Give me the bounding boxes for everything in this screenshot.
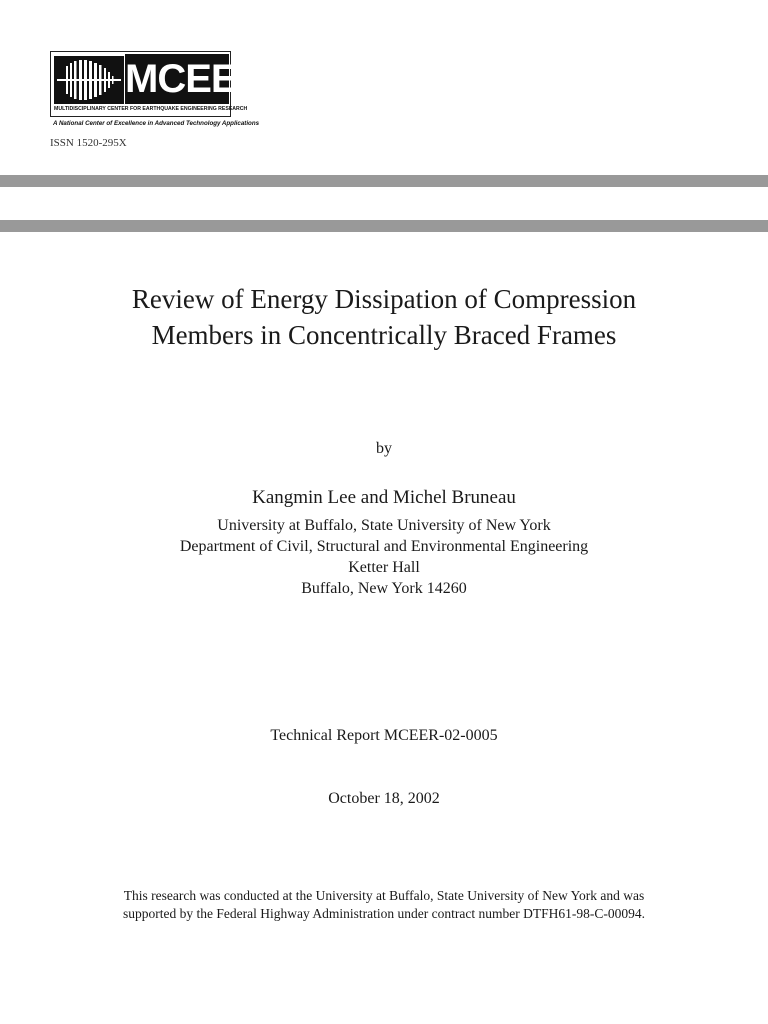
mceer-logo: [50, 51, 265, 117]
seismic-wave-emblem-icon: [54, 56, 124, 104]
logo-wordmark: MCEER: [125, 54, 229, 104]
funding-note-line: supported by the Federal Highway Administration under contract number DTFH61-98-C-00094.: [123, 906, 645, 921]
funding-note: [0, 887, 768, 923]
affiliation-line: Buffalo, New York 14260: [301, 580, 467, 597]
affiliation-line: Ketter Hall: [348, 559, 420, 576]
affiliation-line: University at Buffalo, State University of New York: [217, 517, 551, 534]
affiliation: [0, 515, 768, 599]
byline: by: [376, 440, 392, 457]
affiliation-line: Department of Civil, Structural and Environmental Engineering: [179, 538, 589, 555]
title-line: Members in Concentrically Braced Frames: [151, 320, 617, 350]
report-date: October 18, 2002: [328, 790, 440, 807]
authors: Kangmin Lee and Michel Bruneau: [252, 487, 516, 508]
logo-subtitle: MULTIDISCIPLINARY CENTER FOR EARTHQUAKE ENGINEERING RESEARCH: [54, 106, 248, 112]
report-number: Technical Report MCEER-02-0005: [270, 727, 498, 744]
logo-tagline: A National Center of Excellence in Advanced Technology Applications: [53, 120, 260, 127]
funding-note-line: This research was conducted at the University at Buffalo, State University of New York and was: [123, 888, 645, 903]
header-rule-bottom: [0, 220, 768, 232]
header-rule-top: [0, 175, 768, 187]
title-line: Review of Energy Dissipation of Compression: [131, 284, 637, 314]
report-title: [0, 281, 768, 353]
issn-number: ISSN 1520-295X: [50, 137, 127, 149]
